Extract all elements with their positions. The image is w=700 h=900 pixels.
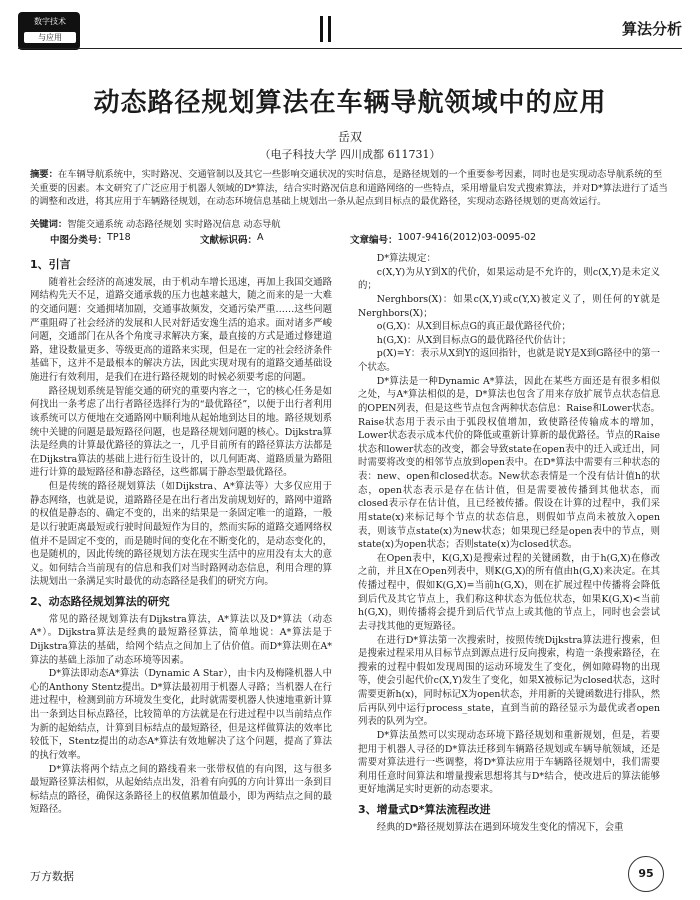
author: 岳双 [337, 130, 362, 144]
definition-item: Nerghbors(X)：如果c(X,Y)或c(Y,X)被定义了，则任何的Y就是Nerghbors(X)； [358, 293, 660, 319]
footer-source: 万方数据 [30, 870, 74, 883]
clc-value: TP18 [107, 232, 131, 243]
section-title: 算法分析 [621, 20, 682, 38]
definition-item: c(X,Y)为从Y到X的代价，如果运动是不允许的，则c(X,Y)是未定义的； [358, 266, 660, 292]
affiliation: （电子科技大学 四川成都 611731） [259, 148, 441, 161]
paragraph: 经典的D*路径规划算法在遇到环境发生变化的情况下，会重 [376, 821, 624, 833]
article-no-value: 1007-9416(2012)03-0095-02 [397, 232, 537, 243]
definition-item: h(G,X)：从X到目标点G的最优路径代价估计； [376, 334, 572, 346]
journal-badge-line1: 数字技术 [34, 17, 66, 26]
abstract [30, 168, 670, 209]
paragraph: D*算法即动态A*算法（Dynamic A Star），由卡内及梅隆机器人中心的Anthony Stentz提出。D*算法最初用于机器人寻路；当机器人在行进过程中，检测到前方环境发生变化，此时就需要机器人快速地重新计算出一条到达目标点路径，比较简单的方法就是在行进过程中以当前结点作为新的起始结点，计算到目标结点的最短路径，但是这样做算法的效率比较低下，Stentz提出的动态A*算法有效地解决了这个问题，提高了算法的执行效率。 [30, 668, 332, 761]
section-heading-research: 2、动态路径规划算法的研究 [30, 595, 170, 608]
paragraph: D*算法规定： [376, 253, 436, 264]
left-column [30, 252, 332, 817]
paragraph: D*算法将两个结点之间的路线看来一张带权值的有向图，这与很多最短路径算法相似，从起始结点出发，沿着有向弧的方向计算出一条到目标结点的路径，确保这条路径上的权值累加值最小，即为两结点之间的最短路径。 [30, 763, 332, 816]
keywords [30, 218, 670, 232]
keywords-label: 关键词： [30, 219, 68, 230]
article-title: 动态路径规划算法在车辆导航领域中的应用 [93, 88, 607, 118]
right-column [358, 252, 660, 834]
clc-label: 中图分类号： [50, 235, 108, 246]
paragraph: 常见的路径规划算法有Dijkstra算法，A*算法以及D*算法（动态A*）。Dijkstra算法是经典的最短路径算法，简单地说：A*算法是于Dijkstra算法的基础，给网个结点之间加上了估价值。而D*算法则在A*算法的基础上添加了动态环境等因素。 [30, 613, 332, 666]
abstract-label: 摘要： [30, 169, 58, 180]
header-rule [18, 48, 682, 49]
section-heading-intro: 1、引言 [30, 258, 71, 271]
paragraph: 但是传统的路径规划算法（如Dijkstra、A*算法等）大多仅应用于静态网络，也就是说，道路路径是在出行者出发前规划好的，路网中道路的权值是静态的、确定不变的，出来的结果是一条固定唯一的道路，一般是以行驶距离最短或行驶时间最短作为目的，然而实际的道路交通网络权值并不是固定不变的，而是随时间的变化在不断变化的，是动态变化的，也是随机的，因此传统的路径规划方法在现实生活中的应用没有太大的意义。如何结合当前现有的信息和我们对当时路网动态信息，利用合理的算法规划出一条满足实时最优的动态路径是我们的研究方向。 [30, 481, 332, 588]
paragraph: D*算法虽然可以实现动态环境下路径规划和重新规划，但是，若要把用于机器人寻径的D*算法迁移到车辆路径规划或车辆导航领域，还是需要对算法进行一些调整，将D*算法应用于车辆路径规划中，我们需要利用任意时间算法和增量搜索思想将其与D*结合，使改进后的算法能够更好地满足实时更新的动态要求。 [358, 729, 660, 796]
paragraph: 路径规划系统是智能交通的研究的重要内容之一，它的核心任务是如何找出一条考虑了出行者路径选择行为的“最优路径”，以便于出行者利用该系统可以方便地在交通路网中顺利地从起始地到达目的地。路径规划系统中关键的问题是最短路径问题，也是路径规划问题的核心。Dijkstra算法是经典的计算最优路径的算法之一，几乎目前所有的路径算法方法都是在Dijkstra算法的基础上进行衍生设计的，以几何距离、道路质量为路阻进行计算的最短路径和静态路径，这些都属于静态型最优路径。 [30, 385, 332, 479]
paragraph: D*算法是一种Dynamic A*算法，因此在某些方面还是有很多相似之处，与A*算法相似的是，D*算法也包含了用来存放扩展节点状态信息的OPEN列表，但是这些节点包含两种状态信息：Raise和Lower状态。Raise状态用于表示由于弧段权值增加，致使路径传输成本的增加，Lower状态表示成本代价的降低或重新计算新的最优路径。节点的Raise状态和lower状态的改变，都会导致state在open表中的迁入或迁出，同时需要将改变的相邻节点放到open表中。在D*算法中需要有三种状态的表：new、open和closed状态。New状态表情是一个没有估计值h的状态，open状态表示是存在估计值，但是需要被传播到其他状态，而closed表示存在估计值，且已经被传播。假设在计算的过程中，我们采用state(x)来标记每个节点的状态信息，则假如节点尚未被放入open表，则该节点state(x)为new状态；如果现已经是open表中的节点，则state(x)为open状态；否则state(x)为closed状态。 [358, 375, 660, 551]
section-heading-improvement: 3、增量式D*算法流程改进 [358, 803, 491, 816]
doc-code-value: A [257, 232, 264, 243]
doc-code-label: 文献标识码： [200, 235, 258, 246]
header-bars-icon [318, 16, 338, 42]
definition-item: o(G,X)：从X到目标点G的真正最优路径代价； [376, 321, 571, 333]
article-no-label: 文章编号： [350, 235, 398, 246]
paragraph: 在进行D*算法第一次搜索时，按照传统Dijkstra算法进行搜索，但是搜索过程采用从目标节点到源点进行反向搜索，构造一条搜索路径，在搜索的过程中假如发现周围的运动环境发生了变化，例如障碍物的出现等，使会引起代价c(X,Y)发生了变化，如果X被标记为closed状态，这时需要更新h(x)，同时标记X为open状态，并用新的关键函数进行排队，然后再队列中运行process_state，直到当前的路径显示为最优或者open列表的队列为空。 [358, 634, 660, 728]
journal-badge-line2: 与应用 [24, 32, 76, 43]
paragraph: 随着社会经济的高速发展，由于机动车增长迅速，再加上我国交通路网结构先天不足，道路交通承载的压力也越来越大，随之而来的是一大难的交通问题：交通拥堵加剧，交通事故频发，交通污染严重……这些问题严重阻碍了社会经济的发展和人民对舒适安逸生活的追求。面对诸多严峻问题，交通部门在从各个角度寻求解决方案，最直接的方式是通过修建道路，建设数量更多、等级更高的道路来实现，但是在一定的社会经济条件基础下，这并不是最根本的解决方法，因此实现对现有的道路交通基础设施进行有效利用，是我们在进行路径规划的时候必须要考虑的问题。 [30, 276, 332, 383]
definition-item: p(X)=Y：表示从X到Y的返回指针，也就是说Y是X到G路径中的第一个状态。 [358, 348, 660, 373]
abstract-text: 在车辆导航系统中，实时路况、交通管制以及其它一些影响交通状况的实时信息，是路径规划的一个重要参考因素，同时也是实现动态导航系统的至关重要的因素。本文研究了广泛应用于机器人领域的D*算法，结合实时路况信息和道路网络的一些特点，采用增量启发式搜索算法，并对D*算法进行了适当的调整和改进，将其应用于车辆路径规划，在动态环境信息基础上规划出一条从起点到目标点的最优路径，实现动态路径规划的更高效运行。 [30, 169, 668, 207]
paragraph: 在Open表中，K(G,X)是搜索过程的关键函数，由于h(G,X)在修改之前，并且X在Open列表中，则K(G,X)的所有值由h(G,X)来决定。在其传播过程中，假如K(G,X)=当前h(G,X)，则在扩展过程中传播将会降低到后代及其它节点上，我们称这种状态为低位状态，如果K(G,X)<当前h(G,X)，则传播将会提升到后代节点上或其他的节点上，同时也会尝试去寻找其他的更短路径。 [358, 552, 660, 632]
journal-badge [18, 12, 80, 50]
page-number: 95 [628, 856, 664, 892]
keywords-text: 智能交通系统 动态路径规划 实时路况信息 动态导航 [67, 219, 281, 230]
